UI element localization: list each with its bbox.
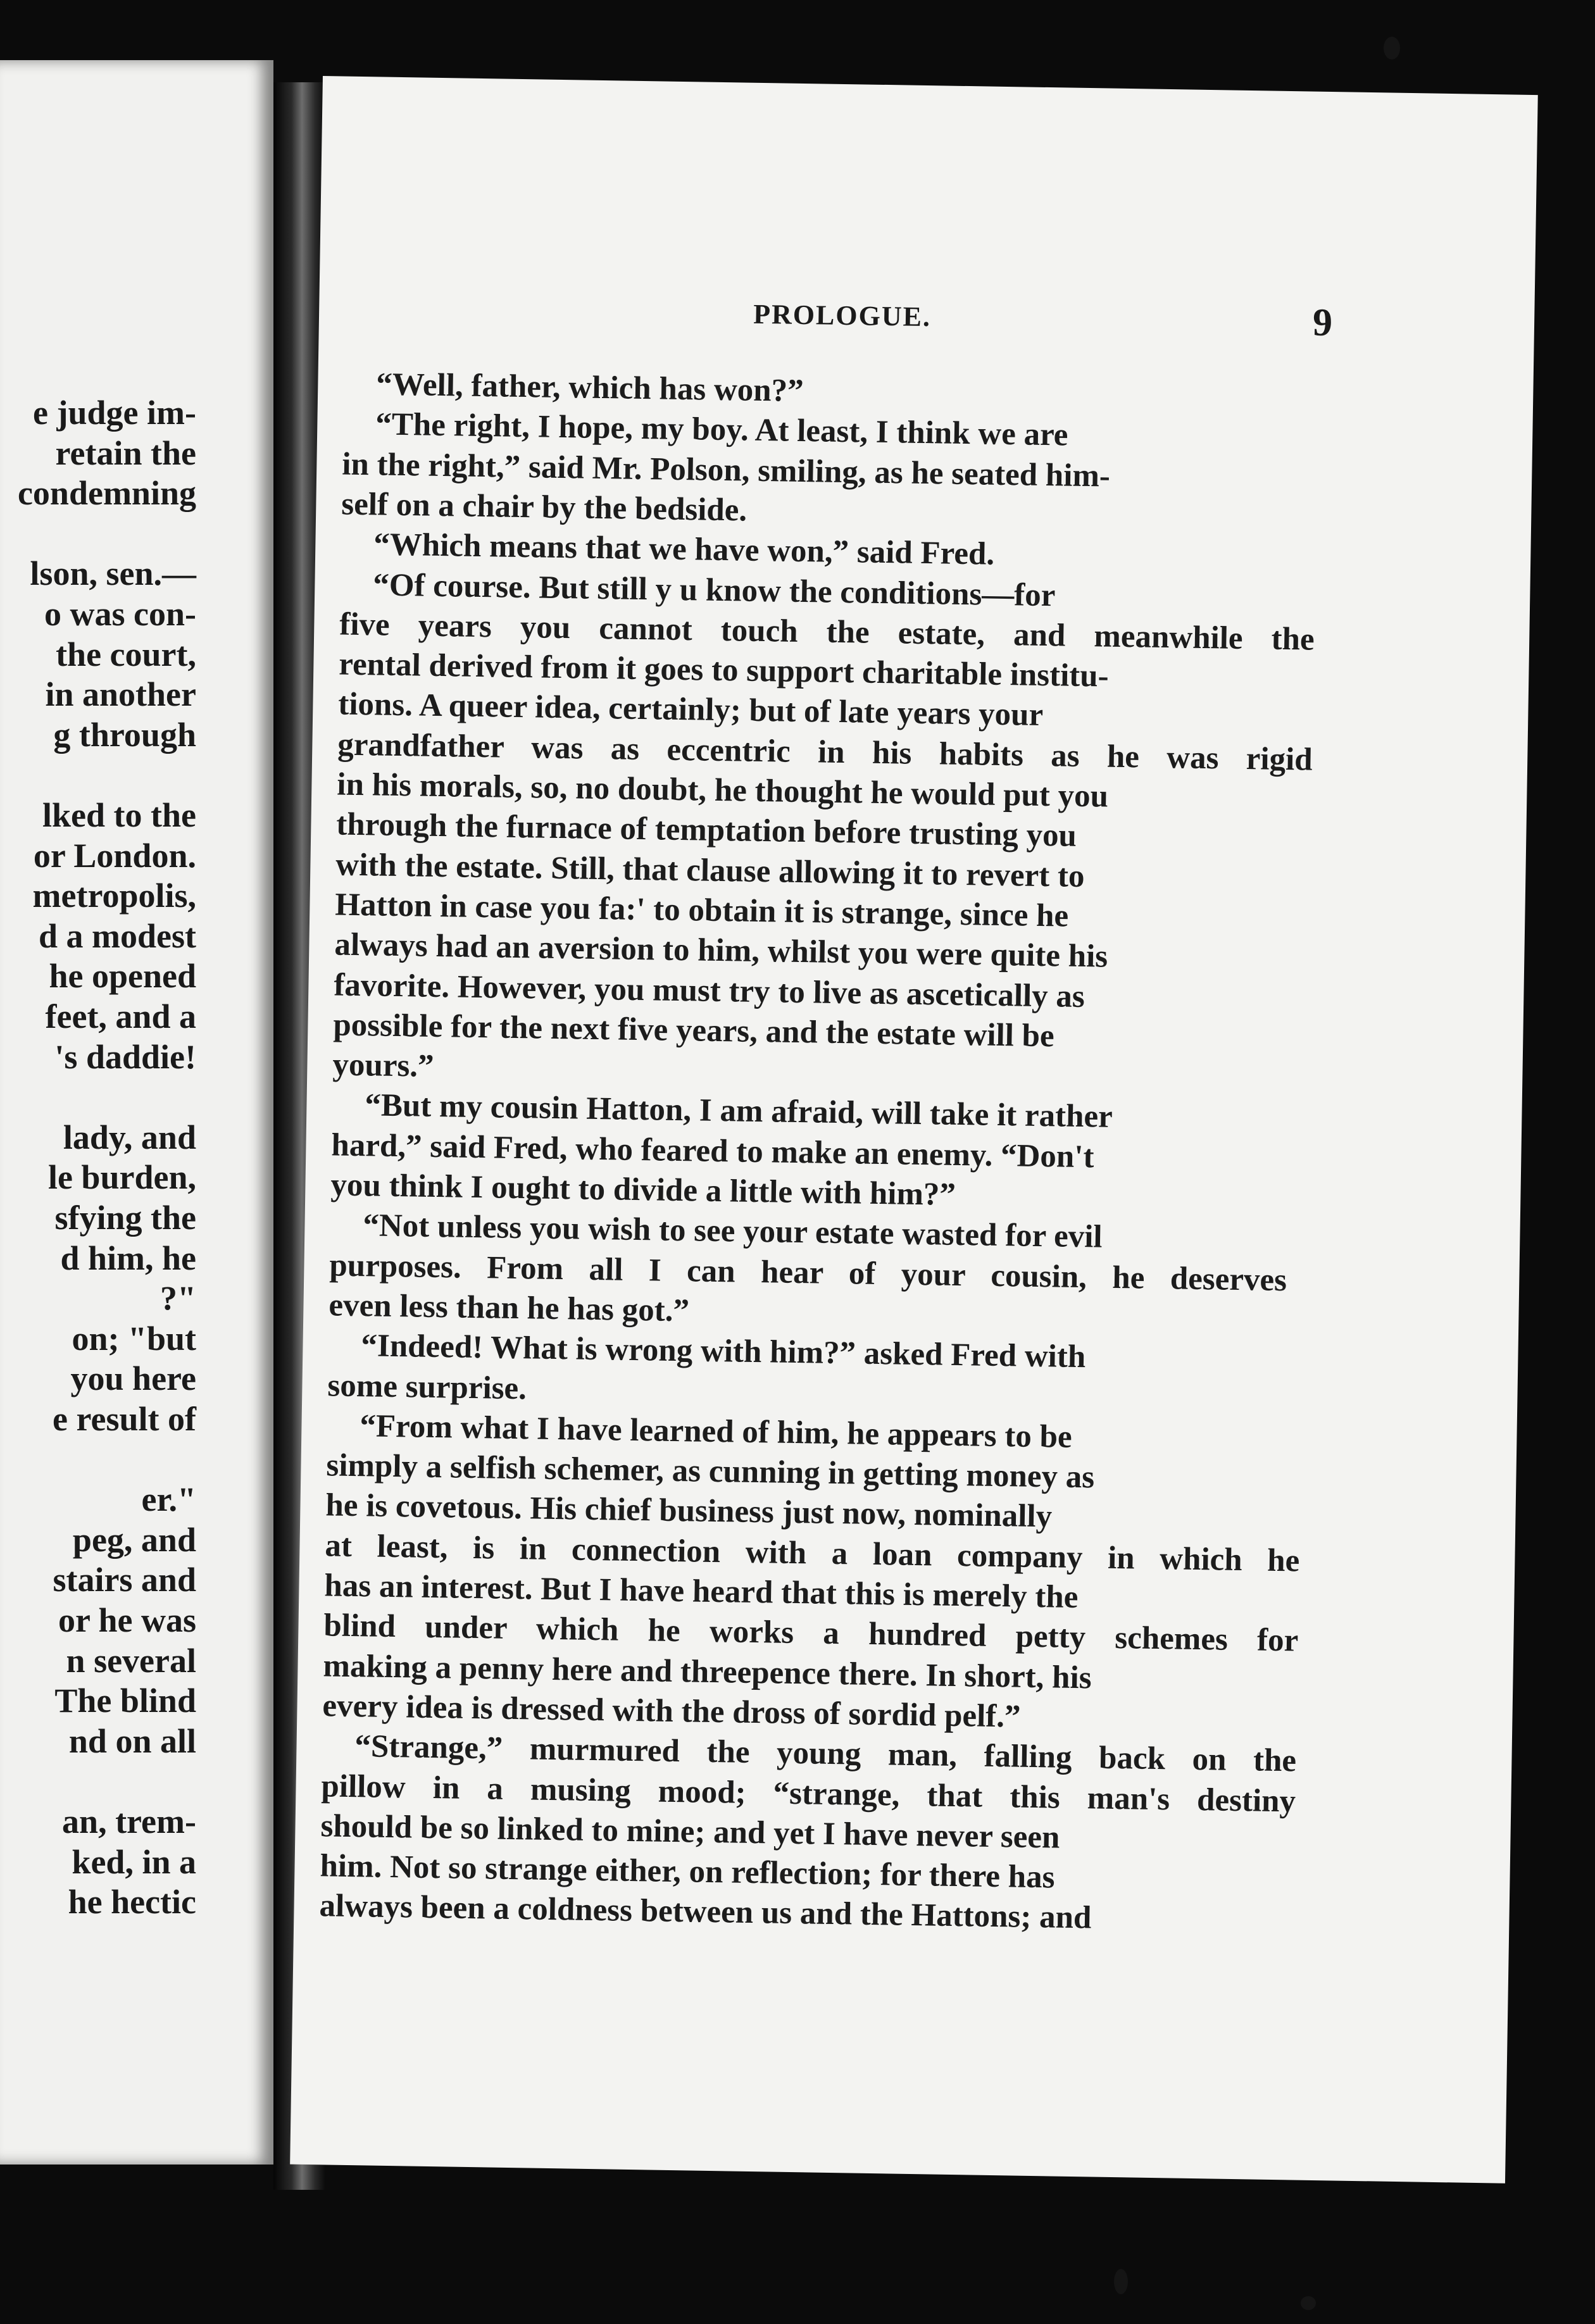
left-text-line: nd on all	[68, 1721, 196, 1760]
body-text-line: rental derived from it goes to support charitable institu-	[338, 646, 1110, 694]
page-number: 9	[1312, 301, 1333, 345]
left-text-line: ?"	[160, 1279, 196, 1318]
left-text-line: d him, he	[60, 1239, 196, 1277]
body-text-line: even less than he has got.”	[328, 1287, 690, 1329]
left-text-line: lked to the	[42, 796, 196, 834]
left-text-line: condemning	[17, 474, 196, 513]
body-text-line: in the right,” said Mr. Polson, smiling, as he seated him-	[341, 446, 1111, 494]
body-text-line: “Which means that we have won,” said Fred.	[373, 527, 995, 572]
right-page	[290, 76, 1538, 2183]
body-text-line: purposes. From all I can hear of your cousin, he deserves	[329, 1247, 1287, 1298]
body-text-line: self on a chair by the bedside.	[341, 486, 747, 528]
body-text-line: he is covetous. His chief business just now, nominally	[325, 1487, 1053, 1535]
body-text-line: always had an aversion to him, whilst you were quite his	[334, 927, 1108, 975]
left-text-line: the court,	[56, 635, 196, 673]
dust-speck	[1384, 37, 1400, 59]
body-text-line: should be so linked to mine; and yet I have never seen	[320, 1808, 1060, 1856]
body-text-line: possible for the next five years, and the estate will be	[333, 1007, 1055, 1054]
body-text-line: has an interest. But I have heard that this is merely the	[324, 1568, 1079, 1616]
dust-speck	[1114, 2269, 1128, 2294]
body-text-line: through the furnace of temptation before trusting you	[335, 806, 1077, 854]
left-text-line: you here	[70, 1359, 196, 1398]
body-text-line: some surprise.	[327, 1367, 527, 1406]
left-text-line: e judge im-	[33, 394, 196, 432]
left-text-line: o was con-	[44, 595, 196, 633]
body-text-line: at least, is in connection with a loan company in which he	[325, 1528, 1300, 1579]
body-text-line: “From what I have learned of him, he appears to be	[360, 1408, 1073, 1455]
body-text-line: yours.”	[332, 1047, 434, 1085]
left-text-line: retain the	[55, 434, 196, 472]
left-text-line: he hectic	[68, 1883, 196, 1921]
left-text-line: peg, and	[72, 1520, 196, 1559]
left-text-line: an, trem-	[62, 1802, 196, 1840]
body-text-line: him. Not so strange either, on reflection; for there has	[320, 1848, 1055, 1896]
left-text-line: lady, and	[63, 1118, 196, 1156]
left-text-line: g through	[53, 715, 196, 754]
body-text-line: hard,” said Fred, who feared to make an enemy. “Don't	[331, 1127, 1094, 1175]
left-text-line: or London.	[33, 836, 196, 875]
body-text-line: Hatton in case you fa:' to obtain it is strange, since he	[334, 887, 1069, 934]
body-text-line: “Well, father, which has won?”	[375, 366, 804, 409]
body-text-line: simply a selfish schemer, as cunning in getting money as	[326, 1447, 1095, 1496]
body-text-line: favorite. However, you must try to live as ascetically as	[334, 966, 1085, 1015]
body-text-line: “Not unless you wish to see your estate wasted for evil	[363, 1208, 1103, 1255]
body-text-line: every idea is dressed with the dross of sordid pelf.”	[322, 1688, 1021, 1735]
left-text-line: ked, in a	[72, 1842, 196, 1881]
body-text-line: blind under which he works a hundred petty schemes for	[323, 1608, 1299, 1659]
left-text-line: in another	[45, 675, 196, 714]
body-text-line: “Strange,” murmured the young man, falling back on the	[354, 1728, 1297, 1779]
left-text-line: sfying the	[54, 1199, 196, 1237]
left-page	[0, 60, 273, 2165]
running-head: PROLOGUE.	[753, 298, 932, 333]
left-text-line: 's daddie!	[54, 1037, 196, 1076]
body-text-line: “The right, I hope, my boy. At least, I think we are	[375, 406, 1068, 453]
body-text-line: grandfather was as eccentric in his habits as he was rigid	[337, 727, 1313, 778]
left-text-line: er."	[141, 1480, 196, 1519]
left-text-line: he opened	[49, 957, 196, 996]
body-text-line: five years you cannot touch the estate, and meanwhile the	[339, 606, 1315, 658]
left-text-line: The blind	[54, 1682, 196, 1720]
left-text-line: le burden,	[47, 1158, 196, 1197]
body-text-line: with the estate. Still, that clause allowing it to revert to	[335, 847, 1085, 894]
left-text-line: d a modest	[38, 916, 196, 955]
body-text-line: “Of course. But still y u know the conditions—for	[372, 566, 1056, 613]
body-text	[318, 364, 1534, 1936]
left-text-line: stairs and	[53, 1561, 196, 1599]
body-text-line: you think I ought to divide a little with him?”	[330, 1167, 956, 1213]
body-text-line: tions. A queer idea, certainly; but of late years your	[337, 686, 1044, 734]
body-text-line: pillow in a musing mood; “strange, that this man's destiny	[321, 1768, 1296, 1819]
body-text-line: “But my cousin Hatton, I am afraid, will take it rather	[365, 1087, 1113, 1135]
body-text-line: “Indeed! What is wrong with him?” asked Fred with	[361, 1328, 1086, 1375]
body-text-line: in his morals, so, no doubt, he thought he would put you	[336, 766, 1109, 815]
left-text-line: metropolis,	[32, 877, 196, 915]
left-text-line: or he was	[58, 1601, 196, 1639]
left-text-line: on; "but	[72, 1319, 196, 1358]
left-text-line: e result of	[53, 1400, 196, 1438]
left-text-line: n several	[66, 1641, 196, 1680]
left-text-line: feet, and a	[45, 997, 196, 1035]
body-text-line: making a penny here and threepence there. In short, his	[323, 1647, 1092, 1696]
body-text-line: always been a coldness between us and the Hattons; and	[319, 1888, 1092, 1936]
dust-speck	[1301, 2296, 1316, 2310]
left-text-line: lson, sen.—	[30, 554, 196, 593]
